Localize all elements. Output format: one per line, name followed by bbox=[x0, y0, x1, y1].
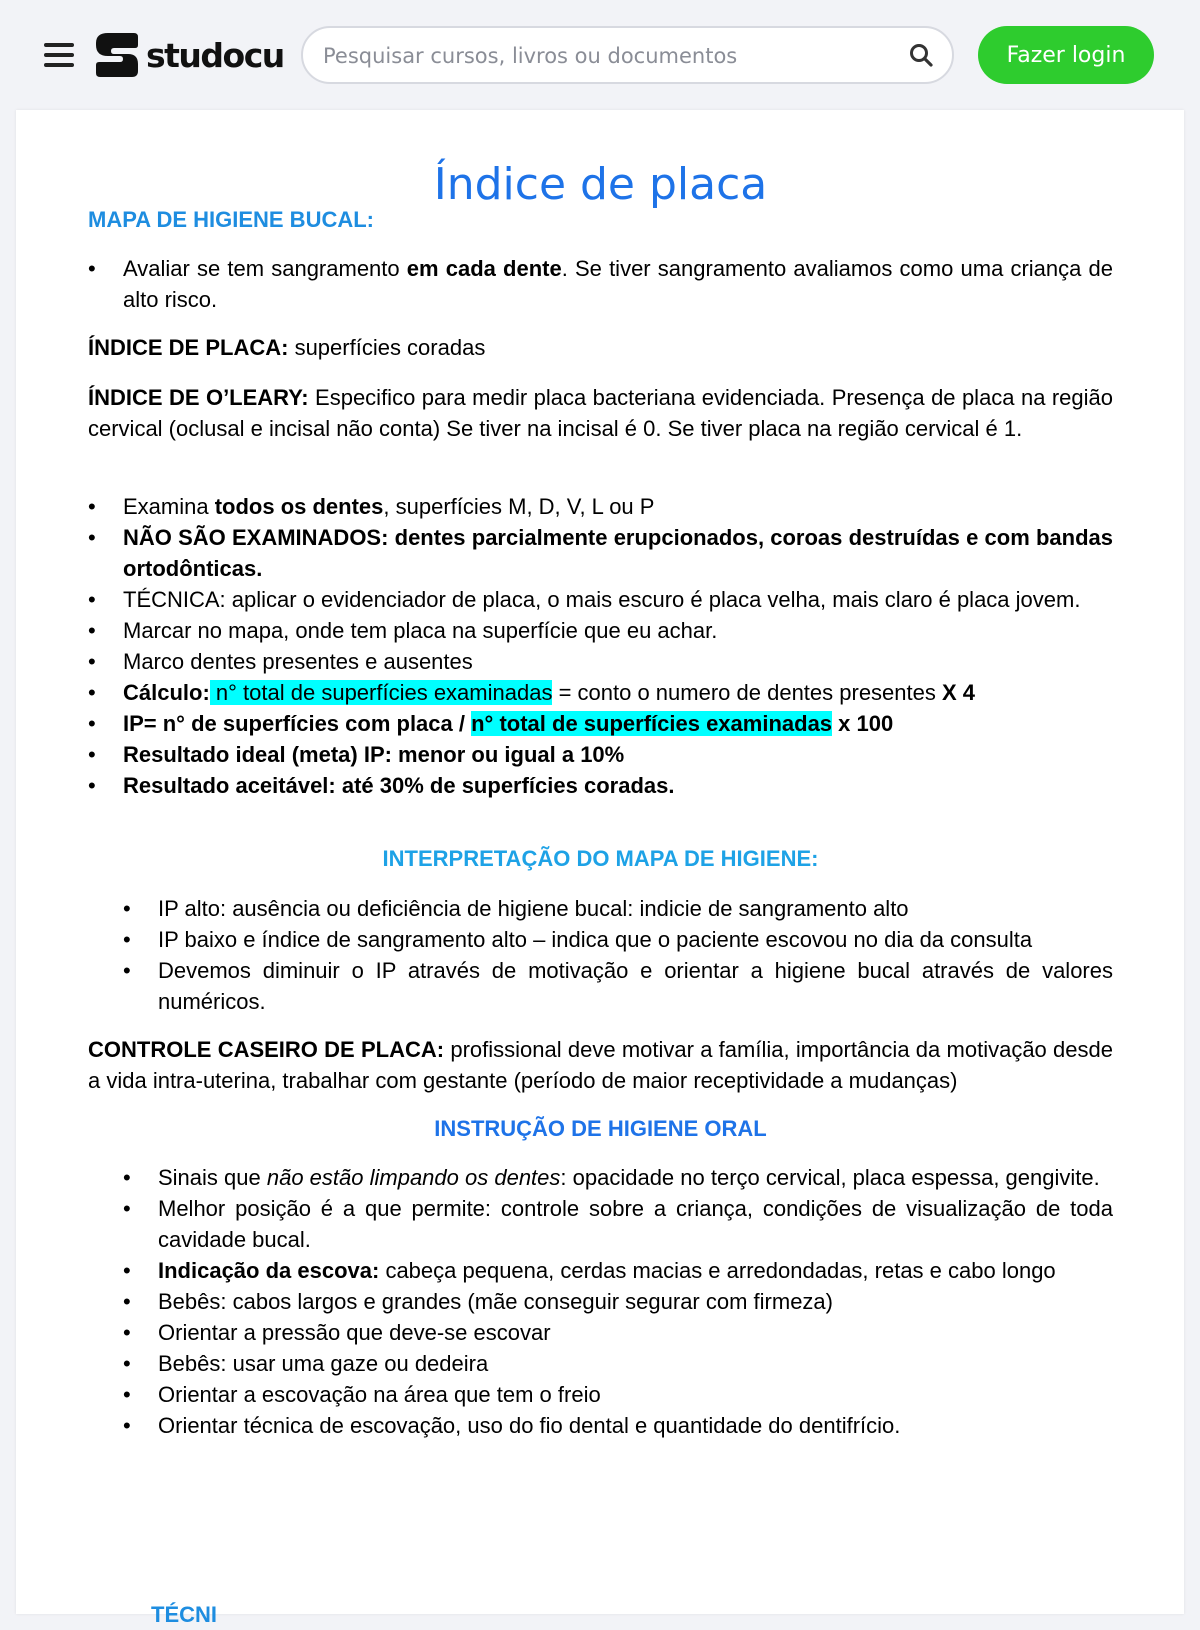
search-input[interactable] bbox=[321, 28, 905, 84]
list-item: • Orientar técnica de escovação, uso do fio dental e quantidade do dentifrício. bbox=[88, 1410, 1113, 1441]
search-bar[interactable] bbox=[301, 26, 954, 84]
list-item: • Sinais que não estão limpando os dentes: opacidade no terço cervical, placa espessa, gengivite. bbox=[88, 1162, 1113, 1193]
list-item: • Bebês: usar uma gaze ou dedeira bbox=[88, 1348, 1113, 1379]
search-icon[interactable] bbox=[908, 42, 934, 68]
list-item: • Melhor posição é a que permite: controle sobre a criança, condições de visualização de toda cavidade bucal. bbox=[88, 1193, 1113, 1255]
list-item: • Avaliar se tem sangramento em cada dente. Se tiver sangramento avaliamos como uma criança de alto risco. bbox=[88, 253, 1113, 315]
studocu-logo-icon bbox=[94, 31, 140, 79]
section-instrucao-higiene: INSTRUÇÃO DE HIGIENE ORAL bbox=[434, 1116, 767, 1141]
list-item: • Marco dentes presentes e ausentes bbox=[88, 646, 1113, 677]
list-item: • Indicação da escova: cabeça pequena, cerdas macias e arredondadas, retas e cabo longo bbox=[88, 1255, 1113, 1286]
list-item: • Orientar a pressão que deve-se escovar bbox=[88, 1317, 1113, 1348]
list-item: • Bebês: cabos largos e grandes (mãe conseguir segurar com firmeza) bbox=[88, 1286, 1113, 1317]
login-button[interactable]: Fazer login bbox=[978, 26, 1154, 84]
top-bar bbox=[0, 0, 1200, 110]
list-item: • IP baixo e índice de sangramento alto – indica que o paciente escovou no dia da consulta bbox=[88, 924, 1113, 955]
list-item: • Marcar no mapa, onde tem placa na superfície que eu achar. bbox=[88, 615, 1113, 646]
hamburger-menu-icon[interactable] bbox=[44, 40, 74, 70]
cut-off-heading: TÉCNI bbox=[151, 1602, 217, 1627]
paragraph-indice-oleary: ÍNDICE DE O’LEARY: Especifico para medir placa bacteriana evidenciada. Presença de placa na região cervical (oclusal e incisal não conta) Se tiver na incisal é 0. Se tiver placa na região cervical é 1. bbox=[88, 385, 1114, 441]
list-item: • NÃO SÃO EXAMINADOS: dentes parcialmente erupcionados, coroas destruídas e com bandas ortodônticas. bbox=[88, 522, 1113, 584]
studocu-logo[interactable] bbox=[94, 30, 284, 80]
list-item: • IP= n° de superfícies com placa / n° total de superfícies examinadas x 100 bbox=[88, 708, 1113, 739]
list-interpretacao bbox=[88, 893, 1113, 1017]
list-item: • Resultado ideal (meta) IP: menor ou igual a 10% bbox=[88, 739, 1113, 770]
list-item: • Devemos diminuir o IP através de motivação e orientar a higiene bucal através de valores numéricos. bbox=[88, 955, 1113, 1017]
list-oleary bbox=[88, 491, 1113, 801]
section-mapa-higiene bbox=[88, 204, 1113, 235]
list-item: • Cálculo: n° total de superfícies examinadas = conto o numero de dentes presentes X 4 bbox=[88, 677, 1113, 708]
section-interpretacao: INTERPRETAÇÃO DO MAPA DE HIGIENE: bbox=[382, 846, 819, 871]
list-item: • IP alto: ausência ou deficiência de higiene bucal: indicie de sangramento alto bbox=[88, 893, 1113, 924]
paragraph-controle-caseiro: CONTROLE CASEIRO DE PLACA: profissional deve motivar a família, importância da motivação desde a vida intra-uterina, trabalhar com gestante (período de maior receptividade a mudanças) bbox=[88, 1037, 1113, 1093]
list-item: • Examina todos os dentes, superfícies M, D, V, L ou P bbox=[88, 491, 1113, 522]
logo-text: studocu bbox=[146, 35, 284, 75]
list-item: • Orientar a escovação na área que tem o freio bbox=[88, 1379, 1113, 1410]
document-page bbox=[16, 110, 1184, 1627]
section-label: MAPA DE HIGIENE BUCAL: bbox=[88, 207, 374, 232]
list-item: • TÉCNICA: aplicar o evidenciador de placa, o mais escuro é placa velha, mais claro é placa jovem. bbox=[88, 584, 1113, 615]
list-instrucao-higiene bbox=[88, 1162, 1113, 1441]
paragraph-indice-placa: ÍNDICE DE PLACA: superfícies coradas bbox=[88, 335, 486, 360]
list-item: • Resultado aceitável: até 30% de superfícies coradas. bbox=[88, 770, 1113, 801]
document-title: Índice de placa bbox=[433, 159, 768, 210]
list-mapa-higiene bbox=[88, 253, 1113, 315]
